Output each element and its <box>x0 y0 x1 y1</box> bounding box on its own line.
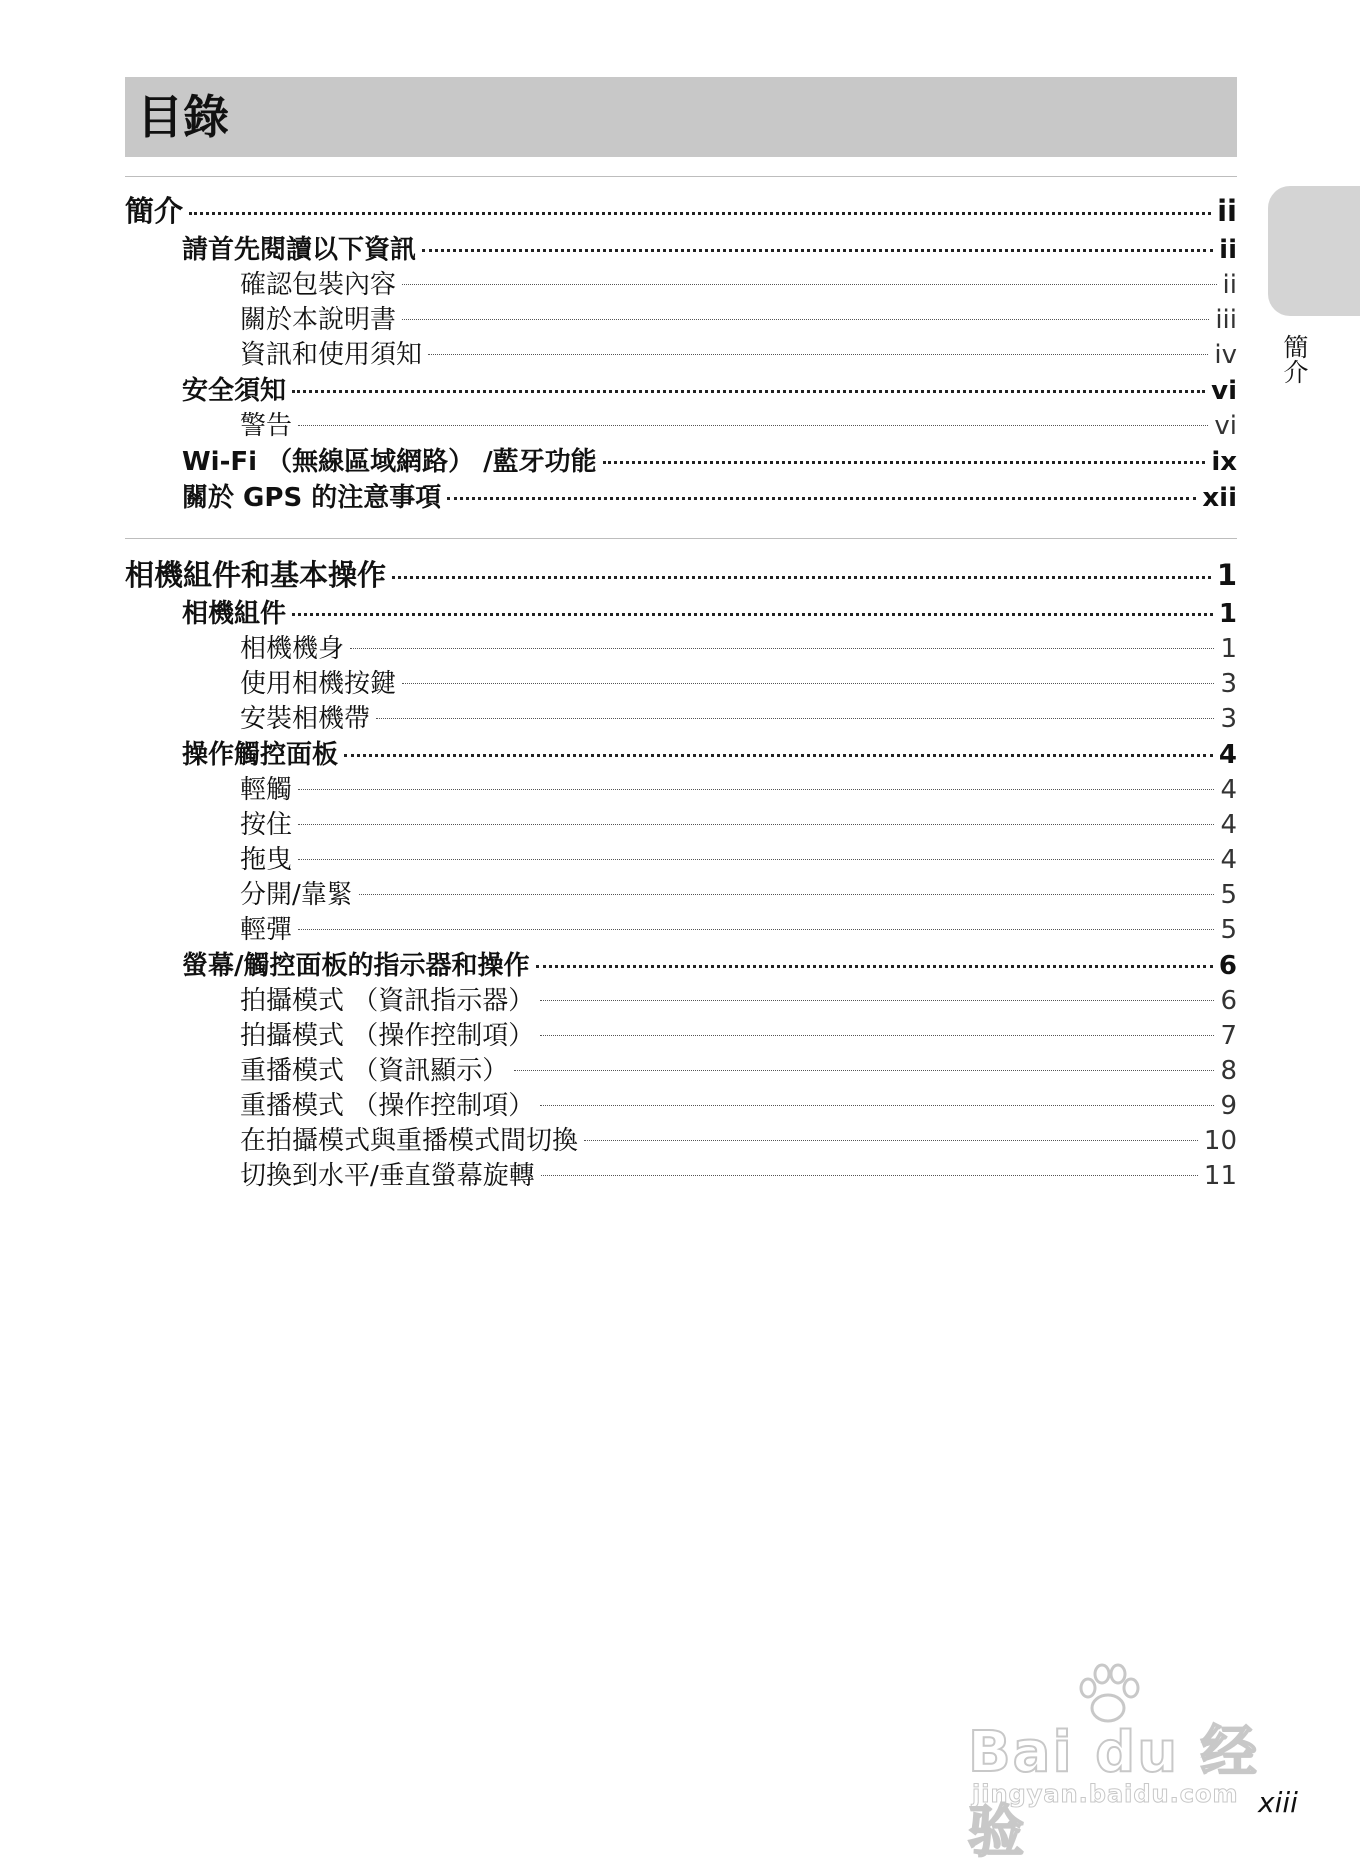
toc-entry-page: xii <box>1202 483 1237 513</box>
toc-entry-page: 4 <box>1220 810 1237 840</box>
dot-leader <box>541 1175 1198 1176</box>
dot-leader <box>359 894 1215 895</box>
dot-leader <box>298 425 1208 426</box>
toc-entry-page: 9 <box>1220 1091 1237 1121</box>
toc-entry-level-2[interactable] <box>125 444 1237 480</box>
toc-entry-label: 輕觸 <box>240 775 293 805</box>
toc-entry-level-3[interactable] <box>125 338 1237 373</box>
toc-entry-page: ix <box>1211 447 1237 477</box>
title-bar <box>125 77 1237 157</box>
dot-leader <box>298 859 1214 860</box>
dot-leader <box>350 648 1214 649</box>
dot-leader <box>298 929 1214 930</box>
side-tab-label: 簡介 <box>1280 334 1309 384</box>
toc-entry-page: 7 <box>1220 1021 1237 1051</box>
toc-entry-level-2[interactable] <box>125 948 1237 984</box>
toc-entry-page: ii <box>1222 270 1237 300</box>
toc-entry-level-3[interactable] <box>125 268 1237 303</box>
toc-entry-level-2[interactable] <box>125 373 1237 409</box>
dot-leader <box>540 1105 1214 1106</box>
toc-entry-page: 1 <box>1216 558 1237 592</box>
toc-entry-label: 請首先閱讀以下資訊 <box>182 235 417 265</box>
toc-entry-level-3[interactable] <box>125 808 1237 843</box>
watermark-brand: Bai du 经验 <box>968 1720 1259 1865</box>
toc-entry-page: ii <box>1217 194 1237 228</box>
toc-entry-page: 3 <box>1220 669 1237 699</box>
watermark <box>968 1660 1268 1865</box>
dot-leader <box>422 249 1213 252</box>
toc-entry-page: 8 <box>1220 1056 1237 1086</box>
toc-entry-level-3[interactable] <box>125 878 1237 913</box>
toc-entry-label: 關於本說明書 <box>240 305 397 335</box>
toc-entry-label: 輕彈 <box>240 915 293 945</box>
toc-entry-level-2[interactable] <box>125 232 1237 268</box>
toc-entry-level-3[interactable] <box>125 913 1237 948</box>
dot-leader <box>428 354 1208 355</box>
toc-entry-page: ii <box>1219 235 1237 265</box>
dot-leader <box>603 461 1206 464</box>
toc-entry-page: 1 <box>1220 634 1237 664</box>
toc-entry-level-3[interactable] <box>125 1124 1237 1159</box>
toc-entry-level-3[interactable] <box>125 1054 1237 1089</box>
dot-leader <box>584 1140 1198 1141</box>
toc-entry-label: 簡介 <box>125 194 184 228</box>
toc-entry-page: 5 <box>1220 915 1237 945</box>
toc-entry-page: 4 <box>1220 845 1237 875</box>
toc-entry-page: 3 <box>1220 704 1237 734</box>
toc-entry-level-3[interactable] <box>125 667 1237 702</box>
toc-entry-label: 安全須知 <box>182 376 287 406</box>
toc-entry-page: vi <box>1211 376 1237 406</box>
dot-leader <box>189 212 1211 215</box>
toc-entry-level-3[interactable] <box>125 303 1237 338</box>
toc-entry-label: 螢幕/觸控面板的指示器和操作 <box>182 951 530 981</box>
section-divider <box>125 538 1237 539</box>
toc-entry-level-3[interactable] <box>125 632 1237 667</box>
toc-entry-page: 10 <box>1203 1126 1237 1156</box>
toc-entry-label: Wi-Fi （無線區域網路） /藍牙功能 <box>182 447 597 477</box>
dot-leader <box>447 497 1196 500</box>
table-of-contents <box>125 176 1237 1194</box>
toc-entry-label: 警告 <box>240 411 293 441</box>
toc-entry-level-3[interactable] <box>125 843 1237 878</box>
toc-entry-level-1[interactable] <box>125 191 1237 232</box>
dot-leader <box>402 284 1217 285</box>
toc-entry-label: 相機組件 <box>182 599 287 629</box>
page-number: xiii <box>1258 1786 1298 1819</box>
page-title: 目錄 <box>137 90 229 144</box>
toc-entry-label: 重播模式 （資訊顯示） <box>240 1056 509 1086</box>
dot-leader <box>392 576 1211 579</box>
dot-leader <box>402 319 1209 320</box>
toc-entry-page: 5 <box>1220 880 1237 910</box>
toc-entry-label: 關於 GPS 的注意事項 <box>182 483 442 513</box>
toc-entry-label: 拍攝模式 （操作控制項） <box>240 1021 535 1051</box>
dot-leader <box>292 390 1205 393</box>
toc-entry-level-1[interactable] <box>125 555 1237 596</box>
toc-entry-page: 1 <box>1218 599 1237 629</box>
toc-entry-page: 4 <box>1220 775 1237 805</box>
dot-leader <box>292 613 1213 616</box>
toc-entry-label: 按住 <box>240 810 293 840</box>
toc-entry-label: 相機組件和基本操作 <box>125 558 387 592</box>
dot-leader <box>344 754 1213 757</box>
toc-entry-page: 11 <box>1203 1161 1237 1191</box>
toc-entry-label: 拍攝模式 （資訊指示器） <box>240 986 535 1016</box>
toc-entry-label: 切換到水平/垂直螢幕旋轉 <box>240 1161 535 1191</box>
toc-entry-label: 資訊和使用須知 <box>240 340 423 370</box>
toc-entry-level-3[interactable] <box>125 984 1237 1019</box>
toc-entry-level-3[interactable] <box>125 1019 1237 1054</box>
section-divider <box>125 176 1237 177</box>
toc-entry-page: iii <box>1215 305 1237 335</box>
toc-entry-level-2[interactable] <box>125 596 1237 632</box>
side-tab[interactable] <box>1268 186 1360 316</box>
toc-entry-level-3[interactable] <box>125 702 1237 737</box>
toc-entry-label: 操作觸控面板 <box>182 740 339 770</box>
dot-leader <box>536 965 1213 968</box>
toc-entry-level-2[interactable] <box>125 737 1237 773</box>
toc-entry-label: 在拍攝模式與重播模式間切換 <box>240 1126 579 1156</box>
toc-entry-level-3[interactable] <box>125 409 1237 444</box>
toc-entry-label: 拖曳 <box>240 845 293 875</box>
toc-entry-label: 相機機身 <box>240 634 345 664</box>
toc-entry-level-3[interactable] <box>125 1089 1237 1124</box>
dot-leader <box>376 718 1214 719</box>
dot-leader <box>402 683 1214 684</box>
toc-entry-level-3[interactable] <box>125 1159 1237 1194</box>
toc-entry-page: 6 <box>1220 986 1237 1016</box>
toc-entry-label: 重播模式 （操作控制項） <box>240 1091 535 1121</box>
toc-entry-page: iv <box>1214 340 1237 370</box>
watermark-site: jingyan.baidu.com <box>972 1780 1239 1808</box>
toc-entry-label: 分開/靠緊 <box>240 880 353 910</box>
toc-entry-label: 確認包裝內容 <box>240 270 397 300</box>
toc-entry-label: 安裝相機帶 <box>240 704 371 734</box>
dot-leader <box>298 789 1214 790</box>
toc-entry-level-3[interactable] <box>125 773 1237 808</box>
toc-entry-page: 6 <box>1218 951 1237 981</box>
toc-entry-page: vi <box>1214 411 1237 441</box>
toc-entry-page: 4 <box>1218 740 1237 770</box>
dot-leader <box>514 1070 1214 1071</box>
toc-entry-label: 使用相機按鍵 <box>240 669 397 699</box>
dot-leader <box>298 824 1214 825</box>
dot-leader <box>540 1035 1214 1036</box>
dot-leader <box>540 1000 1214 1001</box>
toc-entry-level-2[interactable] <box>125 480 1237 516</box>
